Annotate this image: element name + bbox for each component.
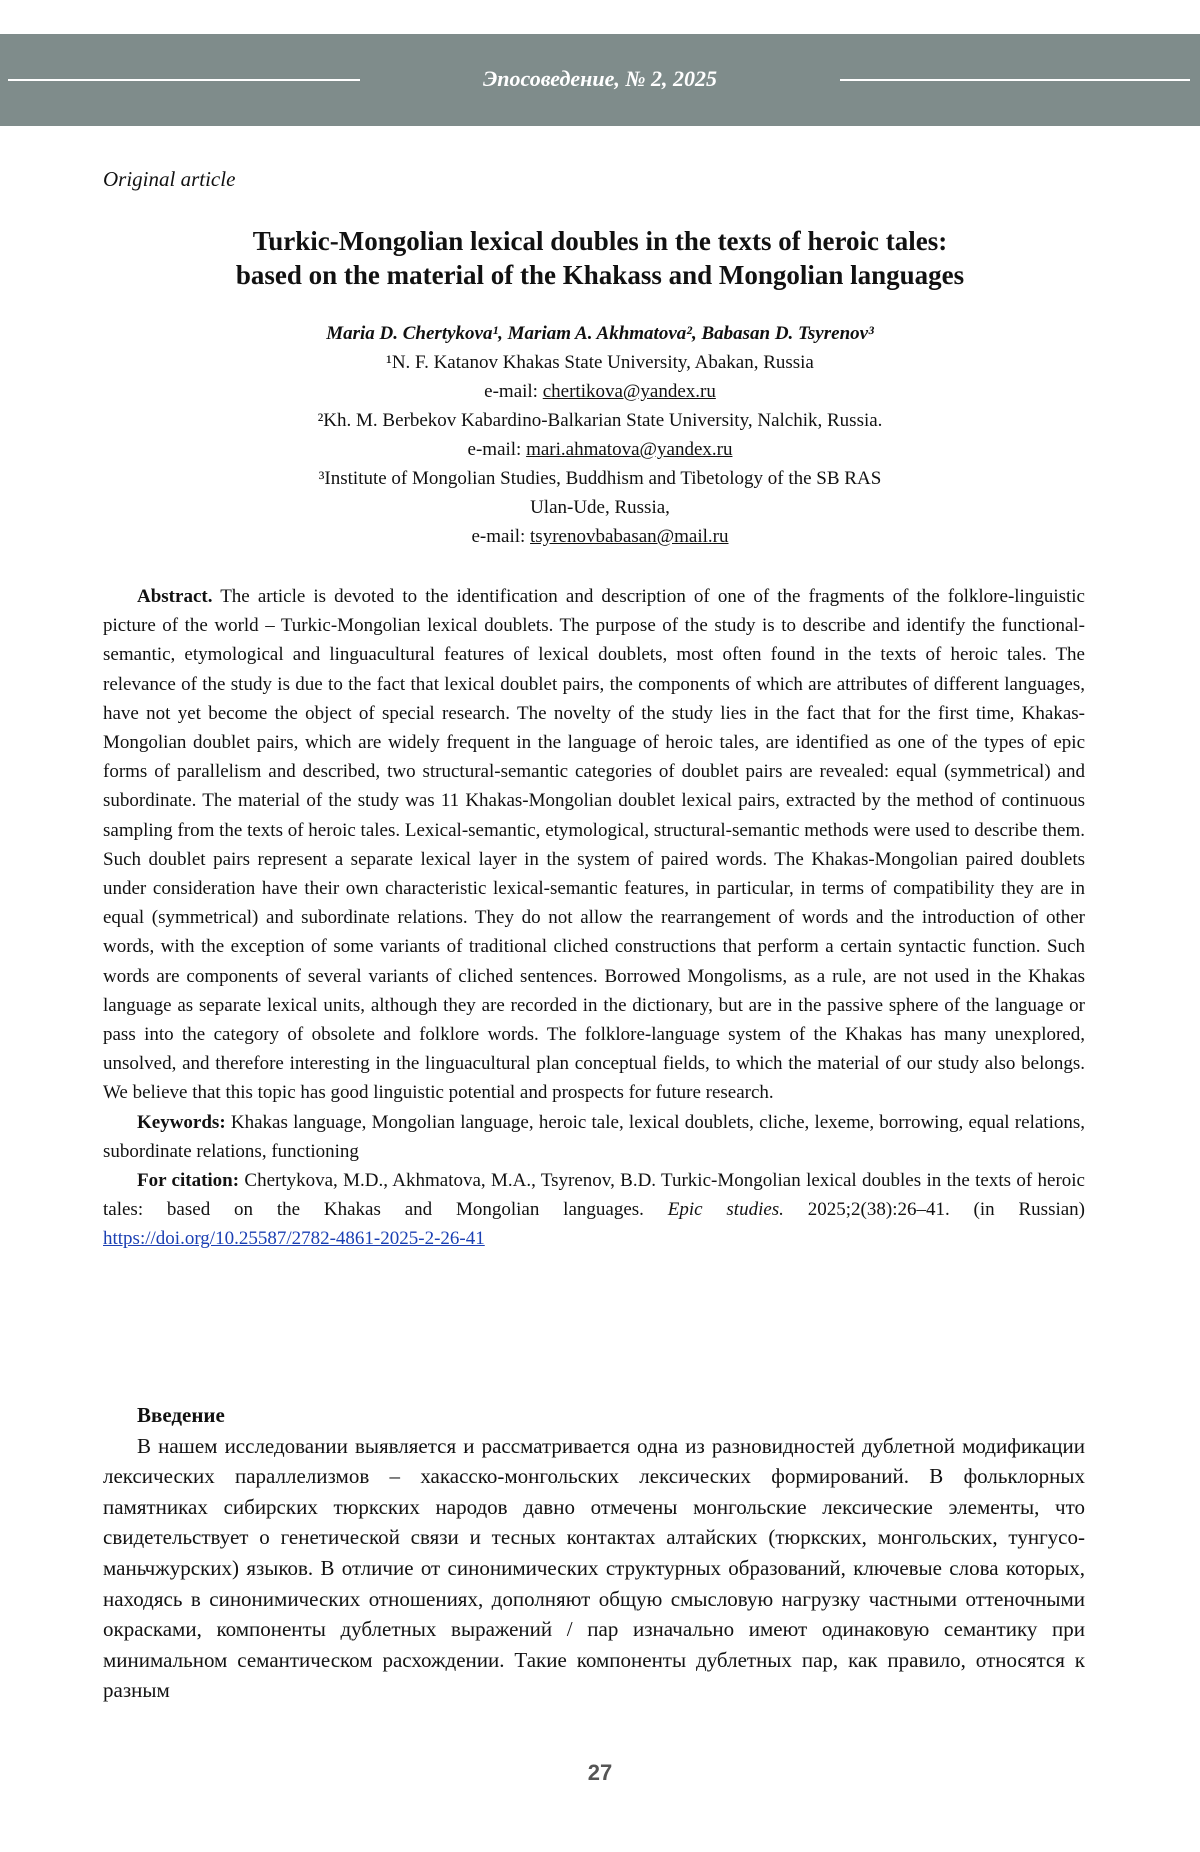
abstract-text: The article is devoted to the identification and description of one of the fragments of the folklore-linguistic picture of the world – Turkic-Mongolian lexical doublets. The purpose of the study is to describe and identify the functional-semantic, etymological and linguacultural features of lexical doublets, most often found in the texts of heroic tales. The relevance of the study is due to the fact that lexical doublet pairs, the components of which are attributes of different languages, have not yet become the object of special research. The novelty of the study lies in the fact that for the first time, Khakas-Mongolian doublet pairs, which are widely frequent in the language of heroic tales, are identified as one of the types of epic forms of parallelism and described, two structural-semantic categories of doublet pairs are revealed: equal (symmetrical) and subordinate. The material of the study was 11 Khakas-Mongolian doublet lexical pairs, extracted by the method of continuous sampling from the texts of heroic tales. Lexical-semantic, etymological, structural-semantic methods were used to describe them. Such doublet pairs represent a separate lexical layer in the system of paired words. The Khakas-Mongolian paired doublets under consideration have their own characteristic lexical-semantic features, in particular, in terms of compatibility they are in equal (symmetrical) and subordinate relations. They do not allow the rearrangement of words and the introduction of other words, with the exception of some variants of traditional cliched constructions that perform a certain syntactic function. Such words are components of several variants of cliched sentences. Borrowed Mongolisms, as a rule, are not used in the Khakas language as separate lexical units, although they are recorded in the dictionary, but are in the passive sphere of the language or pass into the category of obsolete and folklore words. The folklore-language system of the Khakas has many unexplored, unsolved, and therefore interesting in the linguacultural plan conceptual fields, to which the material of our study also belongs. We believe that this topic has good linguistic potential and prospects for future research. (103, 586, 1085, 1104)
article-type: Original article (103, 167, 236, 191)
email-label: e-mail: (484, 381, 543, 402)
page-number: 27 (587, 1760, 613, 1785)
doi-link[interactable]: https://doi.org/10.25587/2782-4861-2025-2-26-41 (103, 1228, 485, 1250)
affiliation-3-email-line (100, 526, 1100, 548)
citation-journal: Epic studies. (667, 1199, 784, 1221)
abstract-label: Abstract. (137, 586, 213, 607)
abstract-section (103, 582, 1085, 1254)
introduction-paragraph: В нашем исследовании выявляется и рассматривается одна из разновидностей дублетной модификации лексических параллелизмов – хакасско-монгольских лексических формирований. В фольклорных памятниках сибирских тюркских народов давно отмечены монгольские лексические элементы, что свидетельствует о генетической связи и тесных контактах алтайских (тюркских, монгольских, тунгусо-маньчжурских) языков. В отличие от синонимических структурных образований, ключевые слова которых, находясь в синонимических отношениях, дополняют общую смысловую нагрузку частными оттеночными окрасками, компоненты дублетных выражений / пар изначально имеют одинаковую семантику при минимальном семантическом расхождении. Такие компоненты дублетных пар, как правило, относятся к разным (103, 1433, 1085, 1703)
affiliation-3: ³Institute of Mongolian Studies, Buddhism and Tibetology of the SB RAS (318, 468, 882, 489)
journal-header-bar (0, 34, 1200, 126)
email-link-1[interactable]: chertikova@yandex.ru (542, 381, 716, 402)
citation-label: For citation: (137, 1170, 240, 1192)
citation-text: Chertykova, M.D., Akhmatova, M.A., Tsyrenov, B.D. Turkic-Mongolian lexical doubles in the texts of heroic tales: based on the Khakas and Mongolian languages. (103, 1170, 1085, 1221)
email-label: e-mail: (467, 439, 527, 460)
title-line-1: Turkic-Mongolian lexical doubles in the texts of heroic tales: (252, 226, 948, 256)
journal-title: Эпосоведение, № 2, 2025 (482, 66, 718, 91)
keywords-paragraph (103, 1108, 1085, 1166)
abstract-paragraph (103, 582, 1085, 1108)
email-label: e-mail: (471, 526, 531, 547)
affiliation-2: ²Kh. M. Berbekov Kabardino-Balkarian State University, Nalchik, Russia. (317, 410, 883, 431)
keywords-text: Khakas language, Mongolian language, heroic tale, lexical doublets, cliche, lexeme, borrowing, equal relations, subordinate relations, functioning (103, 1111, 1085, 1162)
email-link-2[interactable]: mari.ahmatova@yandex.ru (526, 439, 733, 460)
header-rule-right (840, 79, 1190, 81)
keywords-label: Keywords: (137, 1111, 226, 1133)
introduction-heading: Введение (137, 1403, 225, 1427)
citation-paragraph (103, 1166, 1085, 1254)
article-title (140, 224, 1060, 292)
citation-details: 2025;2(38):26–41. (in Russian) (783, 1199, 1085, 1221)
email-link-3[interactable]: tsyrenovbabasan@mail.ru (530, 526, 729, 547)
authors: Maria D. Chertykova¹, Mariam A. Akhmatova², Babasan D. Tsyrenov³ (326, 323, 874, 344)
affiliation-2-email-line (100, 439, 1100, 461)
introduction-section (103, 1400, 1085, 1706)
title-line-2: based on the material of the Khakass and Mongolian languages (235, 260, 965, 290)
affiliation-1: ¹N. F. Katanov Khakas State University, Abakan, Russia (386, 352, 814, 373)
affiliation-1-email-line (100, 381, 1100, 403)
affiliation-3-city: Ulan-Ude, Russia, (530, 497, 670, 518)
